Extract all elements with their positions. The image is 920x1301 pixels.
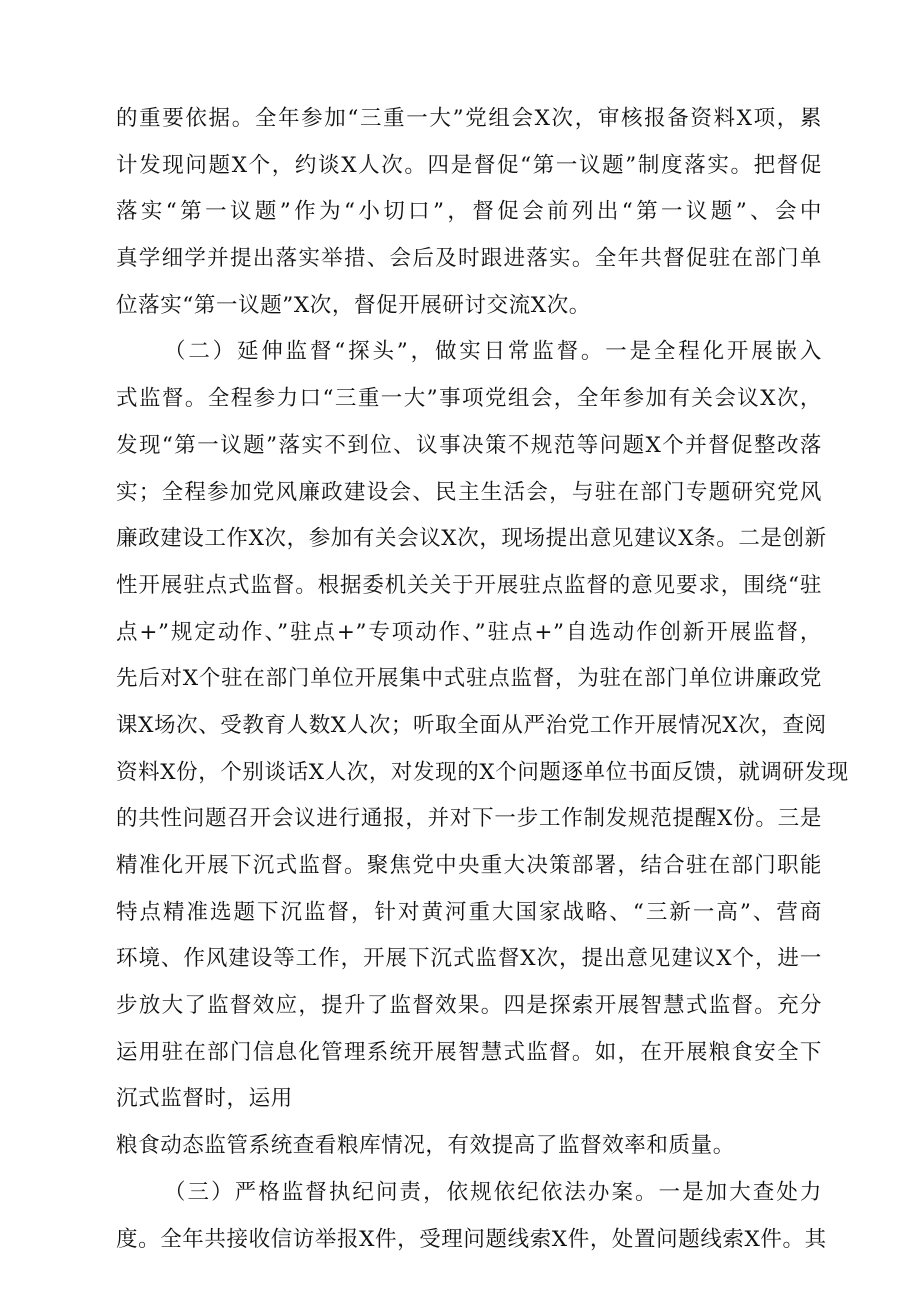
- document-body: [116, 96, 849, 1263]
- text-line: 的共性问题召开会议进行通报，并对下一步工作制发规范提醒X份。三是: [116, 806, 822, 832]
- section-heading-line: （三）严格监督执纪问责，依规依纪依法办案。一是加大查处力: [164, 1179, 822, 1205]
- section-heading-line: （二）延伸监督“探头”，做实日常监督。一是全程化开展嵌入: [164, 339, 822, 365]
- text-line: 式监督。全程参力口“三重一大”事项党组会，全年参加有关会议X次，: [116, 386, 822, 412]
- text-line: 资料X份，个别谈话X人次，对发现的X个问题逐单位书面反馈，就调研发现: [116, 759, 849, 785]
- text-line: 精准化开展下沉式监督。聚焦党中央重大决策部署，结合驻在部门职能: [116, 853, 822, 878]
- text-line: 度。全年共接收信访举报X件，受理问题线索X件，处置问题线索X件。其: [116, 1226, 827, 1252]
- text-line: 性开展驻点式监督。根据委机关关于开展驻点监督的意见要求，围绕“驻: [116, 572, 822, 598]
- text-line: 廉政建设工作X次，参加有关会议X次，现场提出意见建议X条。二是创新: [116, 526, 827, 552]
- text-line: 粮食动态监管系统查看粮库情况，有效提高了监督效率和质量。: [116, 1133, 735, 1159]
- text-line: 位落实“第一议题”X次，督促开展研讨交流X次。: [116, 292, 591, 318]
- text-line: 先后对X个驻在部门单位开展集中式驻点监督，为驻在部门单位讲廉政党: [116, 666, 822, 692]
- text-line: 环境、作风建设等工作，开展下沉式监督X次，提出意见建议X个，进一: [116, 946, 822, 972]
- text-line: 沉式监督时，运用: [116, 1086, 293, 1112]
- text-line: 发现“第一议题”落实不到位、议事决策不规范等问题X个并督促整改落: [116, 432, 822, 458]
- text-line: 课X场次、受教育人数X人次；听取全面从严治党工作开展情况X次，查阅: [116, 712, 827, 738]
- text-line: 点+”规定动作、”驻点+”专项动作、”驻点+”自选动作创新开展监督，: [116, 619, 822, 645]
- text-line: 的重要依据。全年参加“三重一大”党组会X次，审核报备资料X项，累: [116, 106, 822, 131]
- text-line: 计发现问题X个，约谈X人次。四是督促“第一议题”制度落实。把督促: [116, 152, 822, 178]
- text-line: 真学细学并提出落实举措、会后及时跟进落实。全年共督促驻在部门单: [116, 246, 822, 272]
- text-line: 运用驻在部门信息化管理系统开展智慧式监督。如，在开展粮食安全下: [116, 1039, 822, 1065]
- text-line: 实；全程参加党风廉政建设会、民主生活会，与驻在部门专题研究党风: [116, 479, 822, 505]
- text-line: 落实“第一议题”作为“小切口”，督促会前列出“第一议题”、会中: [116, 199, 822, 225]
- text-line: 步放大了监督效应，提升了监督效果。四是探索开展智慧式监督。充分: [116, 993, 822, 1019]
- text-line: 特点精准选题下沉监督，针对黄河重大国家战略、“三新一高”、营商: [116, 899, 822, 925]
